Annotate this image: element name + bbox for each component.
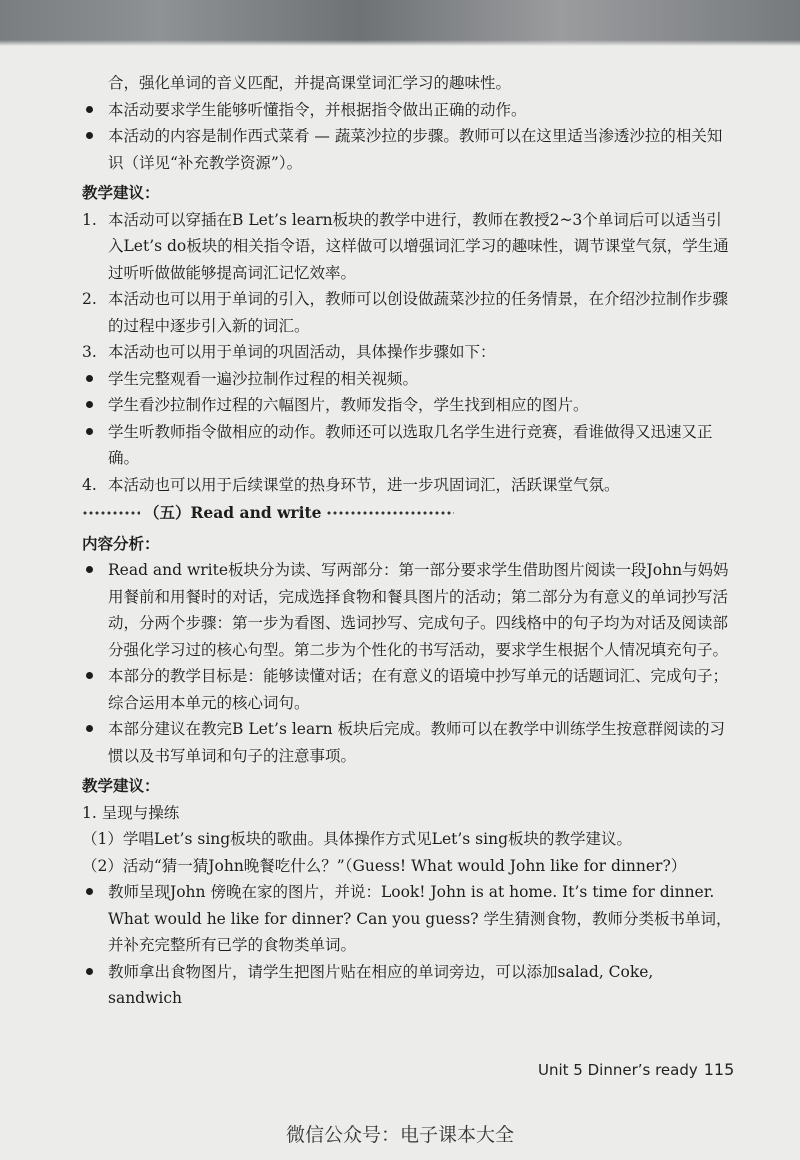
bullet-item: 学生看沙拉制作过程的六幅图片，教师发指令，学生找到相应的图片。 [82, 392, 732, 419]
step-heading: 1. 呈现与操练 [82, 803, 180, 822]
page-body [82, 70, 732, 1012]
bullet-item: Read and write板块分为读、写两部分：第一部分要求学生借助图片阅读一段John与妈妈用餐前和用餐时的对话，完成选择食物和餐具图片的活动；第二部分为有意义的单词抄写活动，分两个步骤：第一步为看图、选词抄写、完成句子。四线格中的句子均为对话及阅读部分强化学习过的核心句型。第二步为个性化的书写活动，要求学生根据个人情况填充句子。 [82, 557, 732, 663]
unit-title: Unit 5 Dinner’s ready [538, 1061, 698, 1079]
paragraph-continuation: 合，强化单词的音义匹配，并提高课堂词汇学习的趣味性。 [108, 74, 512, 92]
bullet-dot-icon [86, 888, 93, 895]
section-heading-suggestions: 教学建议： [82, 183, 160, 202]
wavy-rule-left [82, 509, 140, 517]
bullet-item: 教师呈现John 傍晚在家的图片，并说：Look! John is at home. It’s time for dinner. What would he like for dinner? Can you guess? 学生猜测食物，教师分类板书单词，并补充完整所有已学的食物类单词。 [82, 879, 732, 959]
section-heading-analysis: 内容分析： [82, 533, 160, 553]
bullet-item: 学生完整观看一遍沙拉制作过程的相关视频。 [82, 366, 732, 393]
step-item: （1）学唱Let’s sing板块的歌曲。具体操作方式见Let’s sing板块的教学建议。 [82, 830, 633, 848]
bullet-item: 学生听教师指令做相应的动作。教师还可以选取几名学生进行竞赛，看谁做得又迅速又正确。 [82, 419, 732, 472]
section-heading-suggestions-2: 教学建议： [82, 776, 160, 795]
step-item: （2）活动“猜一猜John晚餐吃什么？”（Guess! What would John like for dinner?） [82, 856, 687, 875]
bullet-dot-icon [86, 672, 93, 679]
bullet-dot-icon [86, 968, 93, 975]
bullet-item: 本部分建议在教完B Let’s learn 板块后完成。教师可以在教学中训练学生按意群阅读的习惯以及书写单词和句子的注意事项。 [82, 716, 732, 769]
bullet-item: 教师拿出食物图片，请学生把图片贴在相应的单词旁边，可以添加salad, Coke, sandwich [82, 959, 732, 1012]
numbered-item: 4. 本活动也可以用于后续课堂的热身环节，进一步巩固词汇，活跃课堂气氛。 [82, 475, 620, 494]
bullet-dot-icon [86, 375, 93, 382]
bullet-dot-icon [86, 725, 93, 732]
wavy-rule-right [326, 509, 454, 517]
bullet-dot-icon [86, 132, 93, 139]
page-footer [538, 1060, 734, 1079]
top-illustration-band [0, 0, 800, 46]
numbered-item: 1. 本活动可以穿插在B Let’s learn板块的教学中进行，教师在教授2~3个单词后可以适当引入Let’s do板块的相关指令语，这样做可以增强词汇学习的趣味性，调节课堂气氛，学生通过听听做做能够提高词汇记忆效率。 [82, 210, 729, 282]
bullet-dot-icon [86, 401, 93, 408]
bullet-item: 本部分的教学目标是：能够读懂对话；在有意义的语境中抄写单元的话题词汇、完成句子；综合运用本单元的核心词句。 [82, 663, 732, 716]
numbered-item: 2. 本活动也可以用于单词的引入，教师可以创设做蔬菜沙拉的任务情景，在介绍沙拉制作步骤的过程中逐步引入新的词汇。 [82, 290, 729, 335]
bullet-dot-icon [86, 566, 93, 573]
bullet-item: 本活动要求学生能够听懂指令，并根据指令做出正确的动作。 [82, 97, 732, 124]
section-title-read-and-write: （五）Read and write [82, 500, 732, 527]
bullet-dot-icon [86, 428, 93, 435]
page-number: 115 [703, 1060, 735, 1079]
bullet-item: 本活动的内容是制作西式菜肴 — 蔬菜沙拉的步骤。教师可以在这里适当渗透沙拉的相关知识（详见“补充教学资源”）。 [82, 123, 732, 176]
watermark-caption: 微信公众号：电子课本大全 [285, 1124, 514, 1146]
numbered-item: 3. 本活动也可以用于单词的巩固活动，具体操作步骤如下： [82, 343, 496, 361]
bullet-dot-icon [86, 106, 93, 113]
